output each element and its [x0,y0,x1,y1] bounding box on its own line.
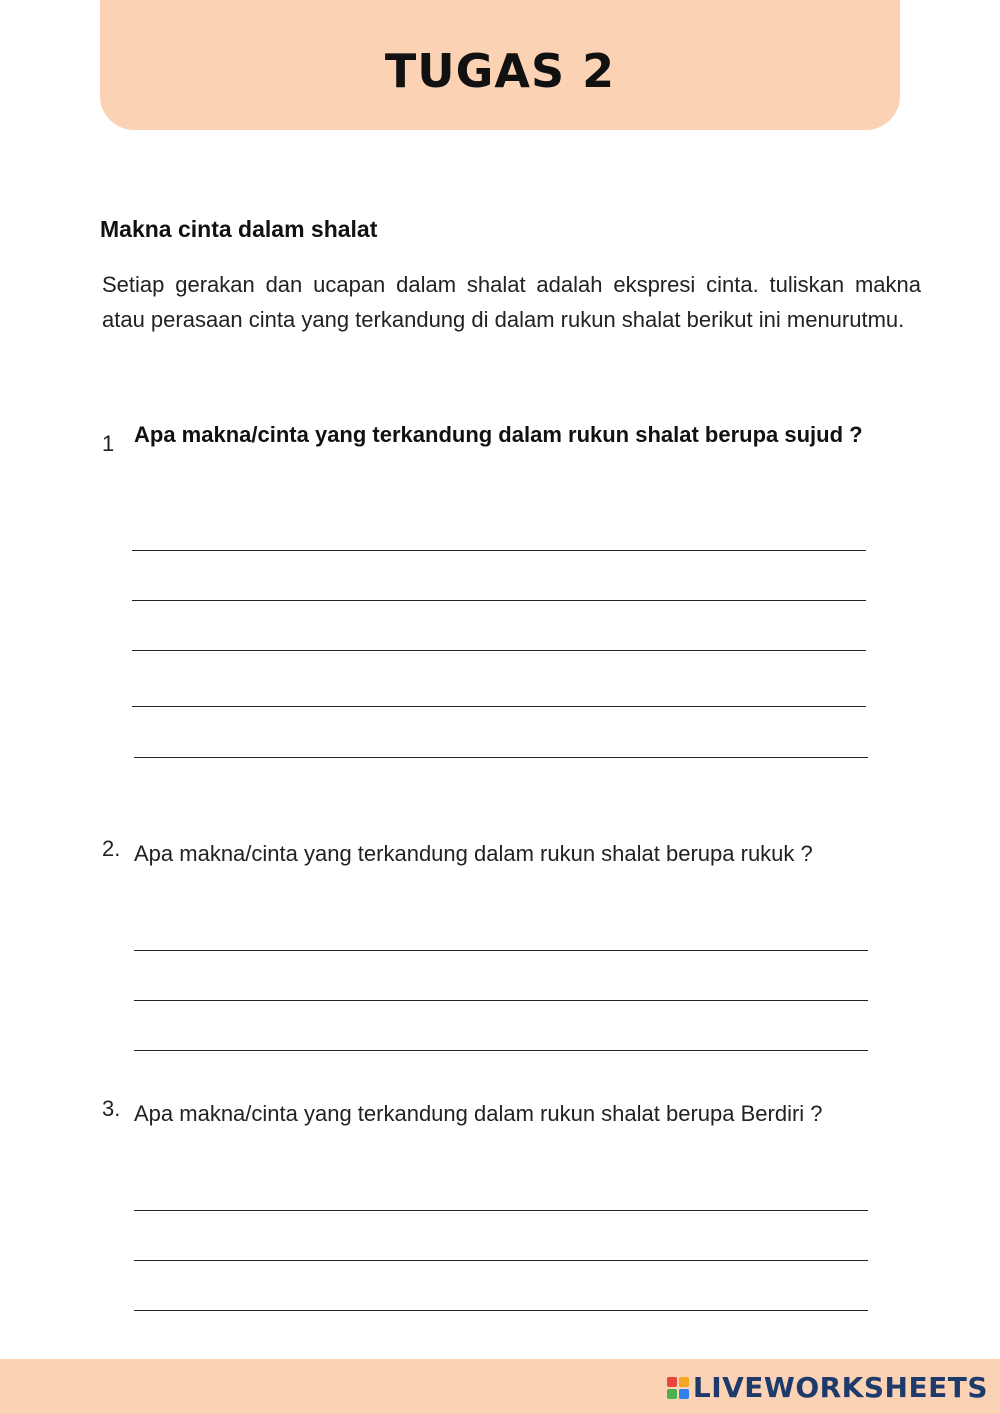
answer-line[interactable] [134,757,868,758]
answer-line[interactable] [134,1310,868,1311]
question-text: Apa makna/cinta yang terkandung dalam rukun shalat berupa rukuk ? [134,841,813,866]
answer-line[interactable] [134,950,868,951]
answer-line[interactable] [134,1260,868,1261]
instructions-text: Setiap gerakan dan ucapan dalam shalat adalah ekspresi cinta. tuliskan makna atau perasaan cinta yang terkandung di dalam rukun shalat berikut ini menurutmu. [102,272,921,332]
logo-square [679,1389,689,1399]
answer-line[interactable] [134,1210,868,1211]
question-number: 3. [102,1096,121,1121]
header-banner [100,0,900,130]
question-text: Apa makna/cinta yang terkandung dalam rukun shalat berupa Berdiri ? [134,1101,823,1126]
brand-link[interactable] [667,1371,988,1404]
footer-bar [0,1359,1000,1414]
brand-name: LIVEWORKSHEETS [692,1371,988,1404]
answer-line[interactable] [134,1000,868,1001]
question-number: 1 [102,431,115,456]
logo-square [667,1377,677,1387]
answer-line[interactable] [132,706,866,707]
answer-line[interactable] [132,600,866,601]
section-title: Makna cinta dalam shalat [100,216,378,242]
question-number: 2. [102,836,121,861]
answer-line[interactable] [134,1050,868,1051]
answer-line[interactable] [132,650,866,651]
page-title: TUGAS 2 [384,44,616,98]
liveworksheets-logo-icon [667,1377,689,1399]
logo-square [679,1377,689,1387]
answer-line[interactable] [132,550,866,551]
logo-square [667,1389,677,1399]
question-text: Apa makna/cinta yang terkandung dalam rukun shalat berupa sujud ? [134,422,863,447]
